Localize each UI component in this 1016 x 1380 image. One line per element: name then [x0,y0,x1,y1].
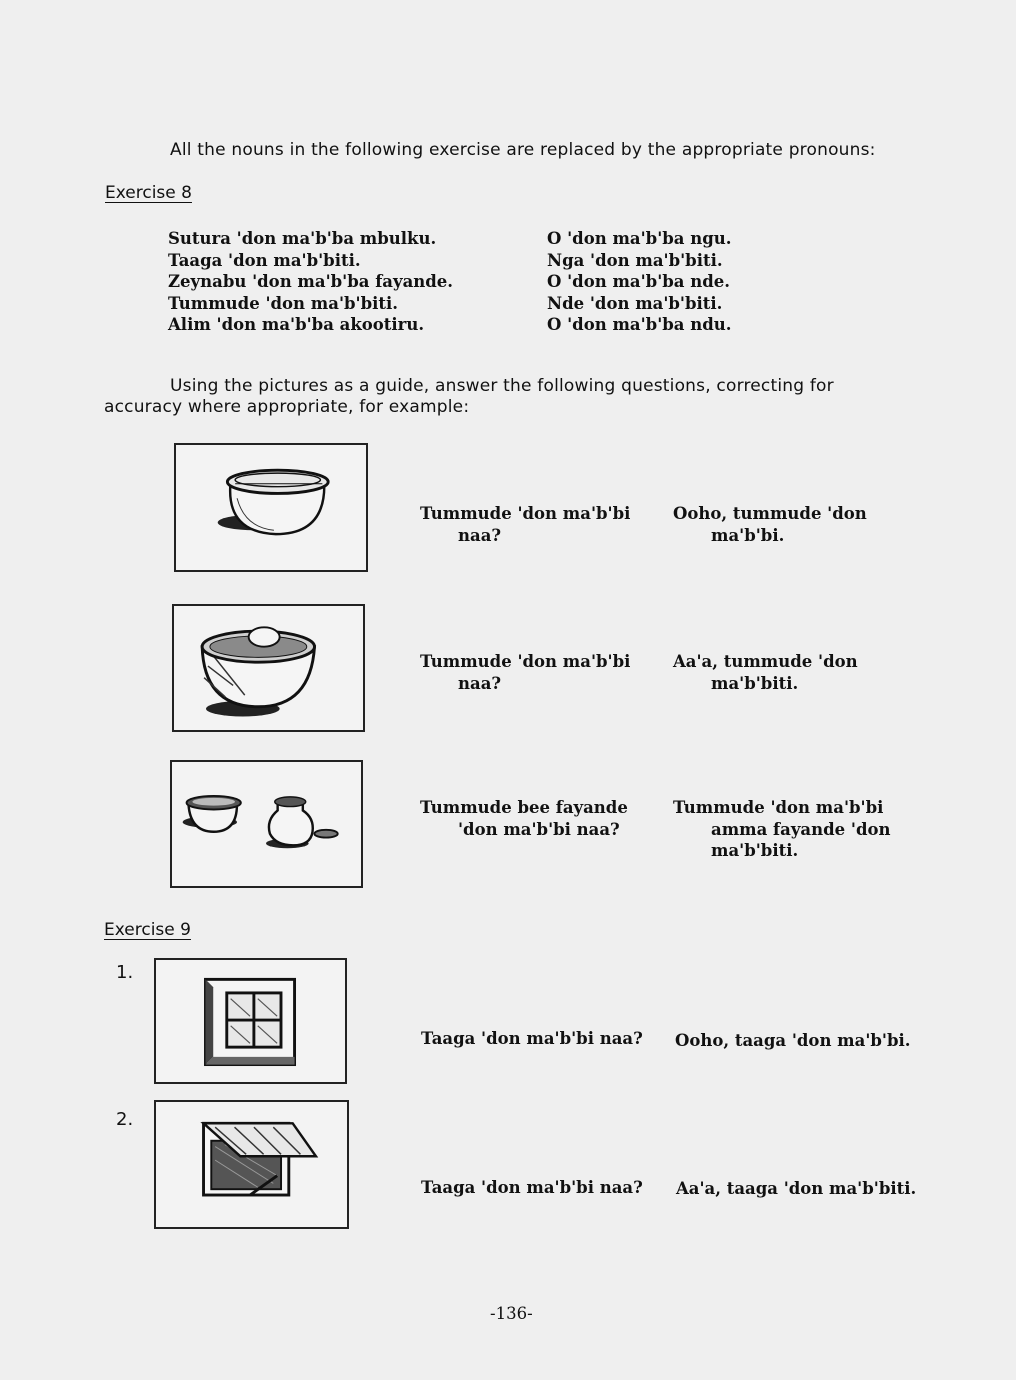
exercise-8-right-line: Nga 'don ma'b'biti. [547,250,723,270]
exercise-8-right-line: O 'don ma'b'ba ndu. [547,315,732,334]
covered-bowl-icon [176,445,366,570]
example-answer: Tummude 'don ma'b'bi amma fayande 'don ma'b'biti. [673,798,891,860]
example-question: Tummude bee fayande 'don ma'b'bi naa? [420,798,628,839]
example-question: Tummude 'don ma'b'bi naa? [420,504,631,545]
exercise-8-left-line: Zeynabu 'don ma'b'ba fayande. [168,272,454,291]
exercise-8-left-line: Sutura 'don ma'b'ba mbulku. [168,229,437,248]
exercise-9-picture-frame [154,958,347,1084]
guide-line-2: accuracy where appropriate, for example: [104,397,470,417]
exercise-9-heading: Exercise 9 [104,920,191,940]
closed-window-icon [156,960,345,1082]
exercise-8-right-line: O 'don ma'b'ba ngu. [547,229,732,248]
example-answer: Ooho, tummude 'don ma'b'bi. [673,504,867,545]
example-picture-frame [170,760,363,888]
exercise-9-picture-frame [154,1100,349,1229]
example-picture-frame [172,604,365,732]
guide-line-1: Using the pictures as a guide, answer the following questions, correcting for [170,376,834,396]
exercise-8-right-column [547,228,732,336]
example-question: Tummude 'don ma'b'bi naa? [420,652,631,693]
intro-text: All the nouns in the following exercise are replaced by the appropriate pronouns: [170,140,876,160]
item-number: 2. [116,1109,134,1130]
item-number: 1. [116,962,134,983]
exercise-8-right-line: O 'don ma'b'ba nde. [547,272,730,291]
page-number: -136- [490,1304,533,1323]
exercise-8-left-line: Tummude 'don ma'b'biti. [168,293,399,313]
exercise-8-left-line: Alim 'don ma'b'ba akootiru. [168,315,425,334]
exercise-9-answer: Ooho, taaga 'don ma'b'bi. [675,1031,911,1050]
exercise-8-right-line: Nde 'don ma'b'biti. [547,293,723,313]
open-bowl-icon [174,606,363,730]
open-window-icon [156,1102,347,1227]
exercise-8-left-line: Taaga 'don ma'b'biti. [168,250,361,270]
exercise-9-question: Taaga 'don ma'b'bi naa? [421,1029,643,1048]
exercise-9-question: Taaga 'don ma'b'bi naa? [421,1178,643,1197]
example-answer: Aa'a, tummude 'don ma'b'biti. [673,652,858,693]
example-picture-frame [174,443,368,572]
exercise-8-heading: Exercise 8 [105,183,192,203]
exercise-9-answer: Aa'a, taaga 'don ma'b'biti. [676,1179,917,1198]
calabash-and-pot-icon [172,762,361,886]
exercise-8-left-column [168,228,453,336]
